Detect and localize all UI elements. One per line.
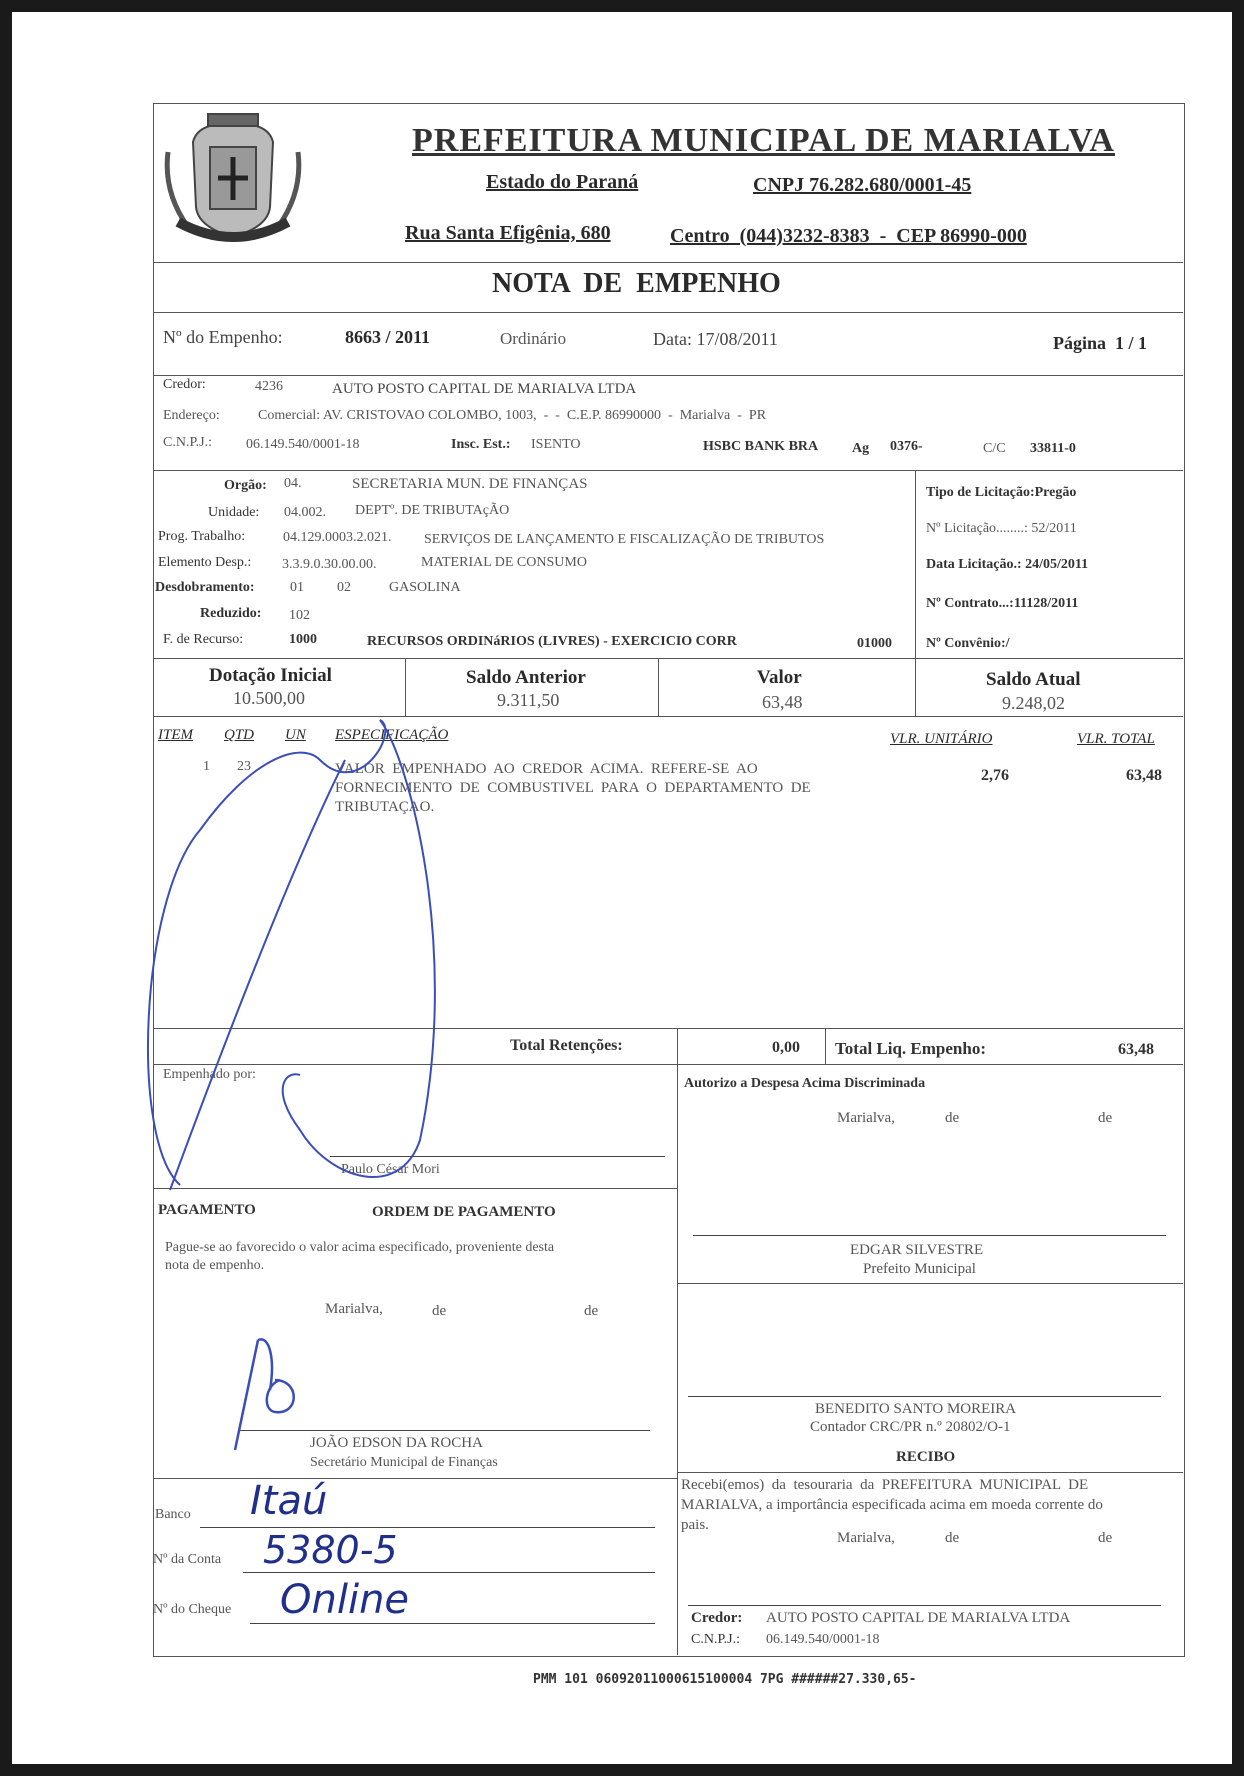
- orgao-desc: SECRETARIA MUN. DE FINANÇAS: [352, 476, 588, 492]
- reduzido-code: 102: [289, 608, 310, 623]
- item-desc-line-2: FORNECIMENTO DE COMBUSTIVEL PARA O DEPARTAMENTO DE: [335, 780, 811, 796]
- scan-border-left: [0, 0, 12, 1776]
- header-address: Rua Santa Efigênia, 680: [405, 222, 611, 244]
- banco-label: Banco: [155, 1507, 191, 1522]
- totals-bottom-divider: [153, 1064, 1183, 1065]
- item-desc-line-3: TRIBUTAÇAO.: [335, 799, 435, 815]
- endereco-label: Endereço:: [163, 408, 220, 423]
- secretario-divider: [153, 1478, 677, 1479]
- credor-code: 4236: [255, 379, 283, 394]
- secretario-signature-line: [240, 1430, 650, 1431]
- bottom-column-divider: [677, 1064, 678, 1655]
- total-liquido-value: 63,48: [1118, 1041, 1154, 1058]
- empenhado-por-nome: Paulo César Mori: [341, 1162, 440, 1177]
- pagamento-city: Marialva,: [325, 1301, 383, 1317]
- classif-divider: [153, 658, 1183, 659]
- footer-code: PMM 101 06092011000615100004 7PG ######27.330,65-: [533, 1672, 917, 1687]
- elemento-desc: MATERIAL DE CONSUMO: [421, 555, 587, 570]
- prefeito-nome: EDGAR SILVESTRE: [850, 1242, 984, 1258]
- item-unit-value: 2,76: [981, 767, 1009, 784]
- saldo-divider-3: [915, 658, 916, 716]
- unidade-code: 04.002.: [284, 505, 326, 520]
- empenhado-divider: [153, 1188, 677, 1189]
- orgao-code: 04.: [284, 476, 302, 491]
- coat-of-arms-seal: [158, 112, 308, 257]
- pague-line-2: nota de empenho.: [165, 1258, 265, 1273]
- col-qtd: QTD: [224, 727, 255, 743]
- prefeito-signature-line: [693, 1235, 1166, 1236]
- valor-value: 63,48: [762, 692, 803, 712]
- cc-label: C/C: [983, 441, 1006, 456]
- ordem-pagamento-title: ORDEM DE PAGAMENTO: [372, 1204, 556, 1220]
- saldo-anterior-value: 9.311,50: [497, 690, 560, 710]
- credor-signature-line: [688, 1605, 1161, 1606]
- numero-convenio: Nº Convênio:/: [926, 636, 1010, 651]
- prog-trabalho-label: Prog. Trabalho:: [158, 529, 246, 544]
- total-retencoes-label: Total Retenções:: [510, 1037, 623, 1054]
- recibo-cnpj-label: C.N.P.J.:: [691, 1632, 741, 1647]
- header-title: PREFEITURA MUNICIPAL DE MARIALVA: [412, 122, 1115, 159]
- unidade-label: Unidade:: [208, 505, 260, 520]
- totals-divider-2: [825, 1028, 826, 1064]
- autorizo-city: Marialva,: [837, 1110, 895, 1126]
- saldo-divider-2: [658, 658, 659, 716]
- page-number: Página 1 / 1: [1053, 333, 1148, 353]
- credor-name: AUTO POSTO CAPITAL DE MARIALVA LTDA: [332, 381, 637, 397]
- unidade-desc: DEPTº. DE TRIBUTAçÃO: [355, 503, 510, 518]
- cheque-label: Nº do Cheque: [153, 1602, 232, 1617]
- credor-label: Credor:: [163, 377, 206, 392]
- saldos-divider: [153, 716, 1183, 717]
- agency-label: Ag: [852, 441, 870, 456]
- valor-label: Valor: [757, 667, 802, 688]
- recibo-credor-name: AUTO POSTO CAPITAL DE MARIALVA LTDA: [766, 1610, 1071, 1626]
- conta-label: Nº da Conta: [153, 1552, 222, 1567]
- recurso-code: 1000: [289, 632, 317, 647]
- recibo-de-1: de: [945, 1530, 960, 1546]
- dotacao-inicial-value: 10.500,00: [233, 688, 305, 708]
- totals-top-divider: [153, 1028, 1183, 1029]
- insc-est: ISENTO: [531, 437, 581, 452]
- recibo-line-2: MARIALVA, a importância especificada acima em moeda corrente do: [681, 1497, 1103, 1513]
- header-state: Estado do Paraná: [486, 171, 639, 193]
- credor-divider: [153, 470, 1183, 471]
- recurso-desc: RECURSOS ORDINáRIOS (LIVRES) - EXERCICIO CORR: [367, 634, 737, 649]
- cc-number: 33811-0: [1030, 441, 1076, 456]
- reduzido-label: Reduzido:: [200, 606, 262, 621]
- empenho-number: 8663 / 2011: [345, 327, 431, 347]
- title-divider: [153, 312, 1183, 313]
- credor-cnpj-label: C.N.P.J.:: [163, 435, 213, 450]
- item-total-value: 63,48: [1126, 767, 1162, 784]
- totals-divider-1: [677, 1028, 678, 1064]
- prog-trabalho-code: 04.129.0003.2.021.: [283, 530, 392, 545]
- banco-handwritten: Itaú: [250, 1478, 328, 1524]
- recibo-credor-label: Credor:: [691, 1610, 743, 1626]
- recibo-cnpj: 06.149.540/0001-18: [766, 1632, 880, 1647]
- empenho-number-label: Nº do Empenho:: [163, 327, 283, 347]
- autorizo-label: Autorizo a Despesa Acima Discriminada: [684, 1076, 926, 1091]
- item-qtd: 23: [237, 759, 251, 774]
- col-vlr-unitario: VLR. UNITÁRIO: [890, 731, 993, 747]
- autorizo-de-1: de: [945, 1110, 960, 1126]
- insc-est-label: Insc. Est.:: [451, 437, 511, 452]
- scan-border-right: [1232, 0, 1244, 1776]
- saldo-anterior-label: Saldo Anterior: [466, 667, 586, 688]
- empenho-date: Data: 17/08/2011: [653, 329, 778, 349]
- recurso-label: F. de Recurso:: [163, 632, 244, 647]
- recibo-line-1: Recebi(emos) da tesouraria da PREFEITURA MUNICIPAL DE: [681, 1477, 1089, 1493]
- empenho-divider: [153, 375, 1183, 376]
- col-especificacao: ESPECIFICAÇÃO: [335, 727, 449, 743]
- tipo-licitacao: Tipo de Licitação:Pregão: [926, 485, 1077, 500]
- desdobramento-2: 02: [337, 580, 351, 595]
- secretario-nome: JOÃO EDSON DA ROCHA: [310, 1435, 483, 1451]
- agency: 0376-: [890, 439, 923, 454]
- col-item: ITEM: [158, 727, 193, 743]
- contador-nome: BENEDITO SANTO MOREIRA: [815, 1401, 1017, 1417]
- desdobramento-1: 01: [290, 580, 304, 595]
- credor-cnpj: 06.149.540/0001-18: [246, 437, 360, 452]
- scan-border-top: [0, 0, 1244, 12]
- document-title: NOTA DE EMPENHO: [492, 268, 781, 299]
- header-divider: [153, 262, 1183, 263]
- total-liquido-label: Total Liq. Empenho:: [835, 1039, 986, 1058]
- saldo-atual-label: Saldo Atual: [986, 669, 1081, 690]
- col-un: UN: [285, 727, 306, 743]
- prefeito-cargo: Prefeito Municipal: [863, 1261, 976, 1277]
- total-retencoes-value: 0,00: [772, 1039, 800, 1056]
- pagamento-de-1: de: [432, 1303, 447, 1319]
- empenho-type: Ordinário: [500, 329, 567, 348]
- recibo-divider: [677, 1472, 1183, 1473]
- pagamento-title: PAGAMENTO: [158, 1202, 256, 1218]
- cheque-handwritten: Online: [280, 1577, 410, 1623]
- numero-licitacao: Nº Licitação........: 52/2011: [926, 521, 1077, 536]
- numero-contrato: Nº Contrato...:11128/2011: [926, 596, 1079, 611]
- data-licitacao: Data Licitação.: 24/05/2011: [926, 557, 1089, 572]
- cheque-line: [250, 1623, 655, 1624]
- elemento-code: 3.3.9.0.30.00.00.: [282, 557, 377, 572]
- prog-trabalho-desc: SERVIÇOS DE LANÇAMENTO E FISCALIZAÇÃO DE TRIBUTOS: [424, 532, 825, 547]
- desdobramento-label: Desdobramento:: [155, 580, 255, 595]
- contador-signature-line: [688, 1396, 1161, 1397]
- classif-vertical-divider: [915, 470, 916, 658]
- recibo-title: RECIBO: [896, 1449, 956, 1465]
- scan-border-bottom: [0, 1764, 1244, 1776]
- pagamento-de-2: de: [584, 1303, 599, 1319]
- orgao-label: Orgão:: [224, 478, 267, 493]
- recibo-city: Marialva,: [837, 1530, 895, 1546]
- header-cnpj: CNPJ 76.282.680/0001-45: [753, 174, 972, 196]
- saldo-atual-value: 9.248,02: [1002, 693, 1065, 713]
- autorizo-de-2: de: [1098, 1110, 1113, 1126]
- item-desc-line-1: VALOR EMPENHADO AO CREDOR ACIMA. REFERE-SE AO: [335, 761, 758, 777]
- item-number: 1: [203, 759, 210, 774]
- desdobramento-desc: GASOLINA: [389, 580, 461, 595]
- saldo-divider-1: [405, 658, 406, 716]
- empenhado-por-label: Empenhado por:: [163, 1067, 256, 1082]
- credor-address: Comercial: AV. CRISTOVAO COLOMBO, 1003, - - C.E.P. 86990000 - Marialva - PR: [258, 408, 767, 423]
- bank-name: HSBC BANK BRA: [703, 439, 819, 454]
- prefeito-divider: [677, 1283, 1183, 1284]
- header-address-2: Centro (044)3232-8383 - CEP 86990-000: [670, 225, 1027, 247]
- pague-line-1: Pague-se ao favorecido o valor acima especificado, proveniente desta: [165, 1240, 555, 1255]
- recibo-de-2: de: [1098, 1530, 1113, 1546]
- recurso-number: 01000: [857, 636, 892, 651]
- contador-cargo: Contador CRC/PR n.º 20802/O-1: [810, 1419, 1011, 1435]
- empenhado-signature-line: [330, 1156, 665, 1157]
- recibo-line-3: pais.: [681, 1517, 709, 1533]
- conta-line: [243, 1572, 655, 1573]
- col-vlr-total: VLR. TOTAL: [1077, 731, 1155, 747]
- dotacao-inicial-label: Dotação Inicial: [209, 665, 332, 686]
- secretario-cargo: Secretário Municipal de Finanças: [310, 1455, 498, 1470]
- conta-handwritten: 5380-5: [263, 1528, 398, 1572]
- elemento-label: Elemento Desp.:: [158, 555, 252, 570]
